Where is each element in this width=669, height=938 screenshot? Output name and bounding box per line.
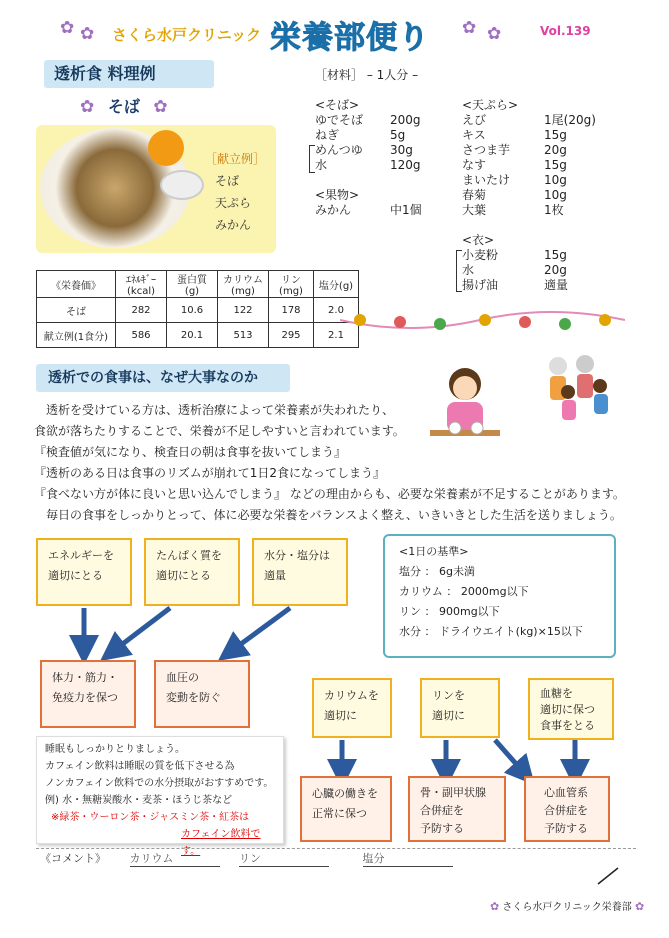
box-line: 心血管系: [544, 786, 588, 799]
group-heading: <そば>: [315, 98, 360, 112]
ingredient-name: 水: [315, 158, 328, 172]
volume-number: Vol.139: [540, 24, 591, 38]
ingredients-header: ［材料］ – 1人分 –: [315, 68, 419, 82]
ingredient-name: 揚げ油: [462, 278, 499, 292]
ingredient-amount: 10g: [544, 188, 567, 202]
divider: [36, 848, 636, 849]
flower-icon: ✿: [153, 97, 168, 117]
sleep-caffeine-note: [36, 736, 284, 857]
box-line: 適切に保つ: [540, 703, 595, 716]
ingredient-name: 水: [462, 263, 475, 277]
pen-mark: [596, 866, 620, 886]
standard-line: 塩分 ： 6g未満: [399, 565, 475, 578]
ingredient-name: えび: [462, 113, 487, 127]
ingredient-name: 小麦粉: [462, 248, 499, 262]
paragraph-line: 『検査値が気になり、検査日の朝は食事を抜いてしまう』: [34, 445, 347, 459]
box-line: 正常に保つ: [312, 807, 367, 820]
clinic-name: さくら水戸クリニック: [112, 26, 262, 44]
box-line: 食事をとる: [540, 719, 595, 732]
potassium-field: カリウム: [130, 850, 220, 867]
menu-item: そば: [215, 174, 240, 188]
table-cell: そば: [37, 298, 116, 323]
table-header-cell: カリウム(mg): [218, 271, 269, 298]
ingredient-amount: 1枚: [544, 203, 564, 217]
ingredient-name: ゆでそば: [315, 113, 364, 127]
flower-icon: ✿: [80, 97, 95, 117]
phosphorus-box: [420, 678, 500, 738]
potassium-box: [312, 678, 392, 738]
box-line: 心臓の働きを: [312, 787, 378, 800]
box-line: たんぱく質を: [156, 549, 222, 562]
box-line: 変動を防ぐ: [166, 691, 221, 704]
ingredient-name: まいたけ: [462, 173, 511, 187]
table-cell: 献立例(1食分): [37, 323, 116, 348]
standard-line: 水分 ： ドライウエイト(kg)×15以下: [399, 625, 583, 638]
ingredient-amount: 1尾(20g): [544, 113, 596, 127]
ingredient-name: 大葉: [462, 203, 487, 217]
paragraph-line: 毎日の食事をしっかりとって、体に必要な栄養をバランスよく整え、いきいきとした生活を送りましょう。: [46, 508, 622, 522]
table-cell: 586: [116, 323, 167, 348]
paragraph-line: 食欲が落ちたりすることで、栄養が不足しやすいと言われています。: [34, 424, 405, 438]
box-line: 合併症を: [544, 804, 588, 817]
group-heading: <衣>: [462, 233, 495, 247]
box-line: 水分・塩分は: [264, 549, 330, 562]
ingredient-amount: 15g: [544, 158, 567, 172]
ingredient-amount: 5g: [390, 128, 406, 142]
ingredient-amount: 適量: [544, 278, 569, 292]
ingredient-name: さつま芋: [462, 143, 511, 157]
ingredient-name: キス: [462, 128, 486, 142]
table-header-cell: リン(mg): [269, 271, 314, 298]
paragraph-line: 『食べない方が体に良いと思い込んでしまう』 などの理由からも、必要な栄養素が不足することがあります。: [34, 487, 625, 501]
why-section-tab: 透析での食事は、なぜ大事なのか: [36, 364, 290, 392]
blood-pressure-box: [154, 660, 250, 728]
bone-box: [408, 776, 506, 842]
recipe-section-tab: 透析食 料理例: [44, 60, 214, 88]
paragraph-line: 透析を受けている方は、透析治療によって栄養素が失われたり、: [46, 403, 395, 417]
table-cell: 295: [269, 323, 314, 348]
dish-name: そば: [107, 97, 140, 116]
comment-label: 《コメント》: [40, 852, 106, 865]
caffeine-warning: カフェイン飲料です。: [181, 829, 261, 857]
footer: [490, 898, 644, 913]
box-line: カリウムを: [324, 689, 379, 702]
table-cell: 122: [218, 298, 269, 323]
ingredient-amount: 15g: [544, 128, 567, 142]
group-heading: <天ぷら>: [462, 98, 519, 112]
ingredient-amount: 30g: [390, 143, 413, 157]
flower-icon: ✿: [80, 24, 95, 44]
table-header-cell: ｴﾈﾙｷﾞｰ(kcal): [116, 271, 167, 298]
flower-icon: ✿: [487, 24, 502, 44]
ingredient-amount: 200g: [390, 113, 421, 127]
ingredient-amount: 10g: [544, 173, 567, 187]
table-header-cell: 《栄養価》: [37, 271, 116, 298]
flower-icon: ✿: [490, 900, 500, 913]
note-line: ノンカフェイン飲料での水分摂取がおすすめです。: [45, 778, 274, 789]
box-line: 合併症を: [420, 804, 464, 817]
caffeine-warning: ※緑茶・ウーロン茶・ジャスミン茶・紅茶は: [51, 812, 250, 823]
ingredient-name: なす: [462, 158, 487, 172]
box-line: エネルギーを: [48, 549, 114, 562]
comment-line: [40, 850, 453, 867]
heart-box: [300, 776, 392, 842]
standard-line: カリウム ： 2000mg以下: [399, 585, 529, 598]
box-line: 適量: [264, 569, 286, 582]
box-line: 血圧の: [166, 671, 199, 684]
table-header-cell: 塩分(g): [314, 271, 359, 298]
note-line: 睡眠もしっかりとりましょう。: [45, 744, 185, 755]
paragraph-line: 『透析のある日は食事のリズムが崩れて1日2食になってしまう』: [34, 466, 386, 480]
standard-title: <1日の基準>: [399, 545, 469, 558]
menu-item: みかん: [215, 218, 252, 232]
note-line: カフェイン飲料は睡眠の質を低下させる為: [45, 761, 235, 772]
phosphorus-field: リン: [239, 850, 329, 867]
menu-heading: ［献立例］: [205, 152, 266, 166]
cardiovascular-box: [524, 776, 610, 842]
ingredient-name: めんつゆ: [315, 143, 363, 157]
blood-sugar-box: [528, 678, 614, 740]
ingredient-amount: 120g: [390, 158, 421, 172]
box-line: リンを: [432, 689, 465, 702]
ingredient-amount: 20g: [544, 143, 567, 157]
box-line: 適切に: [432, 709, 465, 722]
flower-icon: ✿: [635, 900, 645, 913]
box-line: 免疫力を保つ: [52, 691, 118, 704]
table-header-cell: 蛋白質(g): [167, 271, 218, 298]
box-line: 予防する: [420, 822, 464, 835]
flower-icon: ✿: [60, 18, 75, 38]
strength-box: [40, 660, 136, 728]
box-line: 適切にとる: [156, 569, 211, 582]
box-line: 体力・筋力・: [52, 671, 118, 684]
box-line: 予防する: [544, 822, 588, 835]
newsletter-title: 栄養部便り: [270, 20, 430, 56]
box-line: 適切に: [324, 709, 357, 722]
box-line: 骨・副甲状腺: [420, 786, 486, 799]
table-cell: 513: [218, 323, 269, 348]
salt-field: 塩分: [363, 850, 453, 867]
ingredient-amount: 15g: [544, 248, 567, 262]
ingredient-amount: 20g: [544, 263, 567, 277]
table-cell: 10.6: [167, 298, 218, 323]
table-cell: 2.0: [314, 298, 359, 323]
table-cell: 282: [116, 298, 167, 323]
group-heading: <果物>: [315, 188, 360, 202]
note-line: 例) 水・無糖炭酸水・麦茶・ほうじ茶など: [45, 795, 233, 806]
ingredient-name: みかん: [315, 203, 352, 217]
box-line: 血糖を: [540, 687, 573, 700]
ingredient-amount: 中1個: [390, 203, 422, 217]
flower-icon: ✿: [462, 18, 477, 38]
ingredient-name: ねぎ: [315, 128, 340, 142]
standard-line: リン ： 900mg以下: [399, 605, 500, 618]
footer-text: さくら水戸クリニック栄養部: [502, 902, 632, 913]
box-line: 適切にとる: [48, 569, 103, 582]
table-cell: 178: [269, 298, 314, 323]
menu-item: 天ぷら: [215, 196, 252, 210]
ingredient-name: 春菊: [462, 188, 487, 202]
table-cell: 2.1: [314, 323, 359, 348]
table-cell: 20.1: [167, 323, 218, 348]
